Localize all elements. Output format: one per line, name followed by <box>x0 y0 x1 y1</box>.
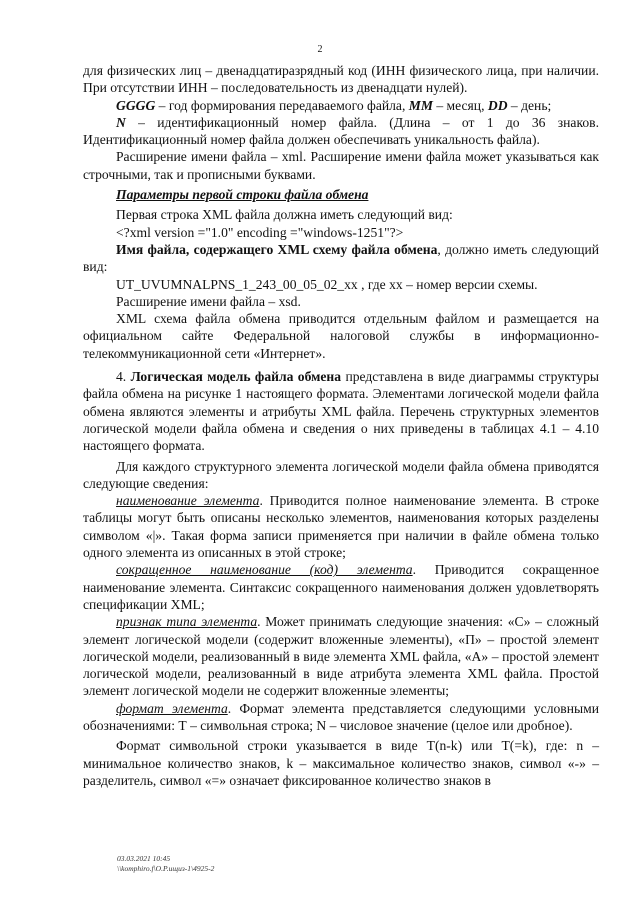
paragraph <box>83 458 599 493</box>
text-run: для физических лиц – двенадцатиразрядный код (ИНН физического лица, при наличии. При отсутствии ИНН – последовательность из двенадцати нулей). <box>83 63 599 96</box>
text-run: . Может принимать следующие значения: «С» – сложный элемент логической модели (содержит вложенные элементы), «П» – простой элемент логической модели, реализованный в виде элемента XML файла, «А» – простой элемент логической модели, реализованный в виде атрибута элемента XML файла. Простой элемент логической модели не содержит вложенные элементы; <box>83 614 599 699</box>
text-run: 4. <box>116 369 131 385</box>
paragraph <box>83 206 599 223</box>
text-run: Формат символьной строки указывается в виде Т(n-k) или Т(=k), где: n – минимальное количество знаков, k – максимальное количество знаков, символ «-» – разделитель, символ «=» означает фиксированное количество знаков в <box>83 738 599 788</box>
text-run: . Приводится сокращенное наименование элемента. Синтаксис сокращенного наименования должен удовлетворять спецификации XML; <box>83 562 599 612</box>
text-run: Имя файла, содержащего XML схему файла обмена <box>116 241 438 257</box>
text-run: Расширение имени файла – xml. Расширение имени файла может указываться как строчными, так и прописными буквами. <box>83 149 599 182</box>
paragraph <box>83 613 599 699</box>
text-run: представлена в виде диаграммы структуры файла обмена на рисунке 1 настоящего формата. Элементами логической модели файла обмена являются элементы и атрибуты XML файла. Перечень структурных элементов логической модели файла обмена и сведения о них приведены в таблицах 4.1 – 4.10 настоящего формата. <box>83 369 599 454</box>
paragraph <box>83 368 599 454</box>
paragraph <box>83 293 599 310</box>
text-run: . Приводится полное наименование элемента. В строке таблицы могут быть описаны несколько элементов, наименования которых разделены символом «|». Такая форма записи применяется при наличии в файле обмена только одного элемента из описанных в этой строке; <box>83 493 599 561</box>
text-run: GGGG <box>116 97 156 113</box>
text-run: XML схема файла обмена приводится отдельным файлом и размещается на официальном сайте Федеральной налоговой службы в информационно-телекоммуникационной сети «Интернет». <box>83 311 599 361</box>
text-run: N <box>116 114 126 130</box>
paragraph <box>83 148 599 183</box>
text-run: формат элемента <box>116 700 228 716</box>
page-number: 2 <box>317 44 323 55</box>
text-run: – идентификационный номер файла. (Длина – от 1 до 36 знаков. Идентификационный номер файла должен обеспечивать уникальность файла). <box>83 114 599 148</box>
footer-stamp <box>117 854 214 874</box>
text-run: Параметры первой строки файла обмена <box>116 187 369 203</box>
paragraph <box>83 700 599 735</box>
paragraph <box>83 276 599 293</box>
paragraph <box>83 114 599 149</box>
text-run: <?xml version ="1.0" encoding ="windows-1251"?> <box>116 224 404 240</box>
paragraph <box>83 241 599 276</box>
text-run: – месяц, <box>432 97 488 113</box>
paragraph <box>83 737 599 789</box>
text-run: Первая строка XML файла должна иметь следующий вид: <box>116 207 453 223</box>
footer-path: \\komphiro.f\О.Р.ищиз-1\4925-2 <box>117 864 215 873</box>
document-body <box>83 62 599 789</box>
text-run: наименование элемента <box>116 493 260 509</box>
section-heading <box>83 186 599 203</box>
text-run: Расширение имени файла – xsd. <box>116 293 301 309</box>
paragraph <box>83 97 599 114</box>
text-run: Для каждого структурного элемента логической модели файла обмена приводятся следующие сведения: <box>83 458 599 491</box>
paragraph <box>83 561 599 613</box>
text-run: сокращенное наименование (код) элемента <box>116 562 413 578</box>
text-run: DD <box>487 97 508 113</box>
paragraph <box>83 492 599 561</box>
paragraph <box>83 62 599 97</box>
text-run: признак типа элемента <box>116 614 258 630</box>
footer-date: 03.03.2021 10:45 <box>117 854 171 863</box>
text-run: – год формирования передаваемого файла, <box>155 97 409 113</box>
text-run: – день; <box>507 97 552 113</box>
paragraph <box>83 310 599 362</box>
text-run: , должно иметь следующий вид: <box>83 241 599 275</box>
text-run: Логическая модель файла обмена <box>130 369 342 385</box>
text-run: MM <box>408 97 433 113</box>
text-run: . Формат элемента представляется следующими условными обозначениями: Т – символьная строка; N – числовое значение (целое или дробное). <box>83 700 599 733</box>
text-run: UT_UVUMNALPNS_1_243_00_05_02_xx , где хх – номер версии схемы. <box>116 276 538 292</box>
paragraph <box>83 224 599 241</box>
